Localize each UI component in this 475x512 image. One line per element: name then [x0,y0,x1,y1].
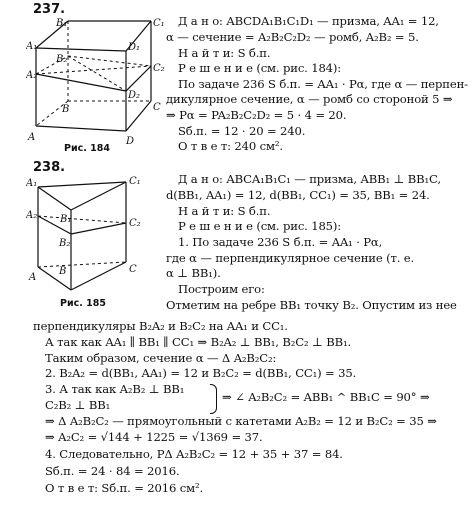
text-line: Р е ш е н и е (см. рис. 185): [178,219,342,233]
system-brace [210,384,217,414]
text-line: Н а й т и: S б.п. [178,204,271,218]
text-line: ⇒ ∠ A₂B₂C₂ = ABB₁ ^ BB₁C = 90° ⇒ [222,390,430,404]
vertex-label: D [126,136,135,147]
vertex-label: C [153,102,161,113]
vertex-label: A [28,132,36,143]
text-line: 1. По задаче 236 S б.п. = AA₁ · Pα, [178,235,383,249]
problem-number: 238. [33,160,66,175]
text-line: Отметим на ребре BB₁ точку B₂. Опустим из нее [166,298,457,312]
vertex-label: A₂ [26,210,38,221]
text-line: Построим его: [178,282,265,296]
text-line: А так как AA₁ ∥ BB₁ ∥ CC₁ ⇒ B₂A₂ ⊥ BB₁, B₂C₂ ⊥ BB₁. [45,335,352,349]
vertex-label: A₁ [26,178,38,189]
text-line: 2. B₂A₂ = d(BB₁, AA₁) = 12 и B₂C₂ = d(BB₁, CC₁) = 35. [45,366,357,380]
vertex-label: D₂ [128,90,141,101]
problem-number: 237. [33,2,66,17]
prism-figure-184 [26,16,166,158]
vertex-label: C [129,264,137,275]
text-line: 3. А так как A₂B₂ ⊥ BB₁ [45,382,185,396]
text-line: Д а н о: ABCDA₁B₁C₁D₁ — призма, AA₁ = 12, [178,14,439,28]
text-line: Sб.п. = 12 · 20 = 240. [178,124,306,138]
text-line: C₂B₂ ⊥ BB₁ [45,398,111,412]
text-line: Sб.п. = 24 · 84 = 2016. [45,464,180,478]
text-line: дикулярное сечение, α — ромб со стороной 5 ⇒ [166,92,453,106]
figure-caption: Рис. 185 [60,298,106,309]
text-line: Д а н о: ABCA₁B₁C₁ — призма, ABB₁ ⊥ BB₁C, [178,172,441,186]
vertex-label: B₁ [56,18,68,29]
vertex-label: C₁ [153,18,165,29]
text-line: О т в е т: 240 см². [178,139,283,153]
vertex-label: B₂ [59,238,71,249]
vertex-label: D₁ [128,42,141,53]
text-line: О т в е т: Sб.п. = 2016 см². [45,481,203,495]
text-line: ⇒ Pα = PA₂B₂C₂D₂ = 5 · 4 = 20. [166,108,347,122]
vertex-label: C₁ [129,176,141,187]
text-line: d(BB₁, AA₁) = 12, d(BB₁, CC₁) = 35, BB₁ = 24. [166,188,430,202]
vertex-label: B [59,266,67,277]
text-line: 4. Следовательно, PΔ A₂B₂C₂ = 12 + 35 + 37 = 84. [45,447,343,461]
text-line: перпендикуляры B₂A₂ и B₂C₂ на AA₁ и CC₁. [33,319,288,333]
vertex-label: A₁ [26,41,38,52]
figure-caption: Рис. 184 [64,143,110,154]
vertex-label: A [29,272,37,283]
vertex-label: A₂ [26,70,38,81]
text-line: Р е ш е н и е (см. рис. 184): [178,61,342,75]
text-line: ⇒ A₂C₂ = √144 + 1225 = √1369 = 37. [45,430,263,444]
text-line: где α — перпендикулярное сечение (т. е. [166,251,415,265]
vertex-label: B₁ [60,214,72,225]
text-line: Н а й т и: S б.п. [178,46,271,60]
vertex-label: C₂ [153,63,165,74]
vertex-label: B [62,104,70,115]
text-line: Таким образом, сечение α — Δ A₂B₂C₂: [45,351,277,365]
prism-figure-185 [26,172,161,302]
vertex-label: C₂ [129,218,141,229]
text-line: По задаче 236 S б.п. = AA₁ · Pα, где α — перпен- [178,77,468,91]
text-line: α — сечение = A₂B₂C₂D₂ — ромб, A₂B₂ = 5. [166,30,419,44]
text-line: ⇒ Δ A₂B₂C₂ — прямоугольный с катетами A₂B₂ = 12 и B₂C₂ = 35 ⇒ [45,414,437,428]
vertex-label: B₂ [56,54,68,65]
text-line: α ⊥ BB₁). [166,266,221,280]
